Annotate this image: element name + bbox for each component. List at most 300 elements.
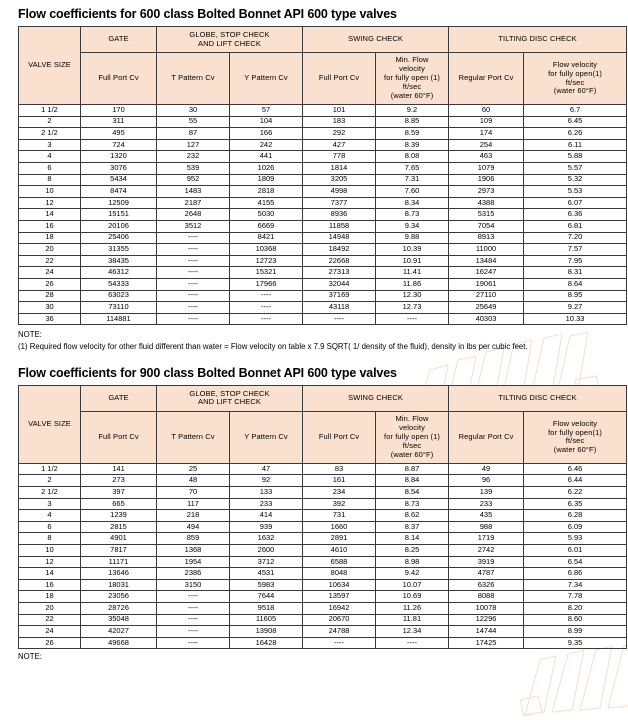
tilt-velocity-line2: for fully open(1) bbox=[548, 68, 602, 78]
table-row bbox=[19, 128, 627, 140]
table-cell: 6.01 bbox=[524, 545, 627, 557]
table-cell: 5.88 bbox=[524, 151, 627, 163]
table-cell: 218 bbox=[157, 510, 230, 522]
column-group-gate: GATE bbox=[81, 385, 157, 411]
table-cell: 414 bbox=[230, 510, 303, 522]
table-cell: ---- bbox=[376, 637, 449, 649]
column-header-t-pattern: T Pattern Cv bbox=[157, 411, 230, 463]
table-cell: ---- bbox=[157, 244, 230, 256]
swing-velocity-line2: velocity bbox=[399, 64, 425, 74]
table-cell: 8.25 bbox=[376, 545, 449, 557]
cell-valve-size: 4 bbox=[19, 510, 81, 522]
table-cell: 6.81 bbox=[524, 220, 627, 232]
table-row bbox=[19, 174, 627, 186]
column-group-globe-line2: AND LIFT CHECK bbox=[198, 38, 261, 48]
table-cell: ---- bbox=[157, 591, 230, 603]
table-cell: ---- bbox=[230, 302, 303, 314]
tilt-velocity-line4: (water 60°F) bbox=[553, 86, 597, 96]
table-cell: 233 bbox=[230, 498, 303, 510]
cell-valve-size: 3 bbox=[19, 498, 81, 510]
table-row bbox=[19, 313, 627, 325]
table-cell: 6.35 bbox=[524, 498, 627, 510]
swing-velocity-line5: (water 60°F) bbox=[390, 449, 434, 459]
table-cell: 397 bbox=[81, 487, 157, 499]
table-cell: 9.34 bbox=[376, 220, 449, 232]
cell-valve-size: 20 bbox=[19, 244, 81, 256]
table-cell: ---- bbox=[157, 255, 230, 267]
cell-valve-size: 10 bbox=[19, 545, 81, 557]
table-cell: 11605 bbox=[230, 614, 303, 626]
table-cell: 11000 bbox=[449, 244, 524, 256]
tilt-velocity-line1: Flow velocity bbox=[552, 59, 598, 69]
table-row bbox=[19, 290, 627, 302]
table-cell: 48 bbox=[157, 475, 230, 487]
table-cell: 5434 bbox=[81, 174, 157, 186]
table-cell: 731 bbox=[303, 510, 376, 522]
tilt-velocity-line4: (water 60°F) bbox=[553, 445, 597, 455]
table-cell: 6.11 bbox=[524, 139, 627, 151]
table-row bbox=[19, 626, 627, 638]
table-cell: 11.81 bbox=[376, 614, 449, 626]
column-group-swing: SWING CHECK bbox=[303, 385, 449, 411]
swing-velocity-line4: ft/sec bbox=[402, 440, 422, 450]
table-cell: 12.30 bbox=[376, 290, 449, 302]
table-cell: 6.45 bbox=[524, 116, 627, 128]
table-cell: 170 bbox=[81, 105, 157, 117]
table-cell: 10634 bbox=[303, 579, 376, 591]
table-cell: 6.54 bbox=[524, 556, 627, 568]
page-title-600: Flow coefficients for 600 class Bolted Bonnet API 600 type valves bbox=[18, 7, 397, 21]
table-cell: 778 bbox=[303, 151, 376, 163]
table-cell: 23056 bbox=[81, 591, 157, 603]
table-cell: 8.87 bbox=[376, 463, 449, 475]
table-cell: ---- bbox=[157, 290, 230, 302]
cell-valve-size: 36 bbox=[19, 313, 81, 325]
table-cell: 55 bbox=[157, 116, 230, 128]
page-title-900: Flow coefficients for 900 class Bolted Bonnet API 600 type valves bbox=[18, 365, 397, 380]
note-label-600: NOTE: bbox=[18, 330, 42, 340]
table-cell: 8.84 bbox=[376, 475, 449, 487]
table-cell: 427 bbox=[303, 139, 376, 151]
table-cell: 6.36 bbox=[524, 209, 627, 221]
table-cell: 5.93 bbox=[524, 533, 627, 545]
cell-valve-size: 2 bbox=[19, 116, 81, 128]
table-cell: 1079 bbox=[449, 162, 524, 174]
column-header-swing-min-flow-velocity bbox=[376, 411, 449, 463]
table-row bbox=[19, 487, 627, 499]
table-cell: 63023 bbox=[81, 290, 157, 302]
column-header-tilting-flow-velocity bbox=[524, 411, 627, 463]
table-cell: 7644 bbox=[230, 591, 303, 603]
table-cell: 6669 bbox=[230, 220, 303, 232]
swing-velocity-line1: Min. Flow bbox=[395, 414, 429, 424]
table-cell: 101 bbox=[303, 105, 376, 117]
table-cell: 1954 bbox=[157, 556, 230, 568]
table-cell: 8.62 bbox=[376, 510, 449, 522]
table-cell: 27110 bbox=[449, 290, 524, 302]
table-cell: 17966 bbox=[230, 278, 303, 290]
cell-valve-size: 26 bbox=[19, 637, 81, 649]
cell-valve-size: 10 bbox=[19, 186, 81, 198]
cell-valve-size: 8 bbox=[19, 533, 81, 545]
table-cell: 463 bbox=[449, 151, 524, 163]
table-row bbox=[19, 591, 627, 603]
table-cell: 6.26 bbox=[524, 128, 627, 140]
table-cell: 2648 bbox=[157, 209, 230, 221]
cell-valve-size: 14 bbox=[19, 209, 81, 221]
table-row bbox=[19, 463, 627, 475]
table-cell: 859 bbox=[157, 533, 230, 545]
table-cell: 494 bbox=[157, 521, 230, 533]
table-cell: 25406 bbox=[81, 232, 157, 244]
table-cell: 8.99 bbox=[524, 626, 627, 638]
section-600-class bbox=[10, 7, 618, 352]
table-cell: 3205 bbox=[303, 174, 376, 186]
table-cell: 8.98 bbox=[376, 556, 449, 568]
table-row bbox=[19, 278, 627, 290]
table-cell: ---- bbox=[230, 290, 303, 302]
column-group-globe-line2: AND LIFT CHECK bbox=[198, 397, 261, 407]
table-cell: 13908 bbox=[230, 626, 303, 638]
table-cell: 10.69 bbox=[376, 591, 449, 603]
column-header-valve-size: VALVE SIZE bbox=[19, 27, 81, 105]
table-row bbox=[19, 220, 627, 232]
table-cell: 8936 bbox=[303, 209, 376, 221]
table-cell: 20106 bbox=[81, 220, 157, 232]
table-cell: 988 bbox=[449, 521, 524, 533]
table-header-900 bbox=[19, 385, 627, 463]
table-cell: 11.86 bbox=[376, 278, 449, 290]
table-cell: 7377 bbox=[303, 197, 376, 209]
swing-velocity-line3: for fully open (1) bbox=[384, 73, 441, 83]
table-cell: 7.31 bbox=[376, 174, 449, 186]
table-cell: 38435 bbox=[81, 255, 157, 267]
table-cell: 18031 bbox=[81, 579, 157, 591]
table-cell: 8.20 bbox=[524, 603, 627, 615]
table-cell: 15151 bbox=[81, 209, 157, 221]
table-cell: 665 bbox=[81, 498, 157, 510]
cell-valve-size: 30 bbox=[19, 302, 81, 314]
table-cell: 1814 bbox=[303, 162, 376, 174]
table-cell: 104 bbox=[230, 116, 303, 128]
cell-valve-size: 22 bbox=[19, 255, 81, 267]
table-cell: 1719 bbox=[449, 533, 524, 545]
table-row bbox=[19, 302, 627, 314]
table-cell: 6326 bbox=[449, 579, 524, 591]
cell-valve-size: 24 bbox=[19, 267, 81, 279]
table-cell: 32044 bbox=[303, 278, 376, 290]
table-cell: 73110 bbox=[81, 302, 157, 314]
table-cell: 7.57 bbox=[524, 244, 627, 256]
column-group-globe bbox=[157, 385, 303, 411]
table-cell: 12509 bbox=[81, 197, 157, 209]
table-row bbox=[19, 162, 627, 174]
table-row bbox=[19, 533, 627, 545]
table-cell: 9.27 bbox=[524, 302, 627, 314]
table-cell: ---- bbox=[376, 313, 449, 325]
table-cell: 8.34 bbox=[376, 197, 449, 209]
table-cell: 3076 bbox=[81, 162, 157, 174]
table-cell: 174 bbox=[449, 128, 524, 140]
table-cell: 539 bbox=[157, 162, 230, 174]
table-cell: 2600 bbox=[230, 545, 303, 557]
table-cell: 8.14 bbox=[376, 533, 449, 545]
table-cell: 8421 bbox=[230, 232, 303, 244]
table-cell: 1239 bbox=[81, 510, 157, 522]
section-900-class bbox=[10, 366, 618, 661]
table-body-600 bbox=[19, 105, 627, 325]
table-cell: 35048 bbox=[81, 614, 157, 626]
column-group-globe bbox=[157, 27, 303, 53]
table-cell: 1483 bbox=[157, 186, 230, 198]
table-cell: 242 bbox=[230, 139, 303, 151]
cell-valve-size: 22 bbox=[19, 614, 81, 626]
column-group-globe-line1: GLOBE, STOP CHECK bbox=[189, 388, 270, 398]
table-cell: 49 bbox=[449, 463, 524, 475]
table-cell: 92 bbox=[230, 475, 303, 487]
column-header-tilting-flow-velocity bbox=[524, 53, 627, 105]
table-cell: 114881 bbox=[81, 313, 157, 325]
column-header-y-pattern: Y Pattern Cv bbox=[230, 53, 303, 105]
table-cell: 7817 bbox=[81, 545, 157, 557]
column-group-gate: GATE bbox=[81, 27, 157, 53]
table-cell: 6.09 bbox=[524, 521, 627, 533]
table-row bbox=[19, 139, 627, 151]
tilt-velocity-line1: Flow velocity bbox=[552, 418, 598, 428]
cell-valve-size: 2 1/2 bbox=[19, 128, 81, 140]
table-cell: 1320 bbox=[81, 151, 157, 163]
table-cell: 183 bbox=[303, 116, 376, 128]
swing-velocity-line5: (water 60°F) bbox=[390, 90, 434, 100]
table-cell: ---- bbox=[230, 313, 303, 325]
table-cell: 15321 bbox=[230, 267, 303, 279]
note-block-600 bbox=[18, 329, 628, 352]
table-row bbox=[19, 197, 627, 209]
table-cell: 12.73 bbox=[376, 302, 449, 314]
table-cell: 3712 bbox=[230, 556, 303, 568]
table-cell: 7.60 bbox=[376, 186, 449, 198]
table-cell: 1906 bbox=[449, 174, 524, 186]
table-cell: 6.7 bbox=[524, 105, 627, 117]
table-header-600 bbox=[19, 27, 627, 105]
table-cell: 5.32 bbox=[524, 174, 627, 186]
table-cell: 5030 bbox=[230, 209, 303, 221]
table-cell: 8.73 bbox=[376, 498, 449, 510]
table-cell: 6.46 bbox=[524, 463, 627, 475]
table-cell: 234 bbox=[303, 487, 376, 499]
table-cell: 46312 bbox=[81, 267, 157, 279]
table-row bbox=[19, 105, 627, 117]
table-cell: 37169 bbox=[303, 290, 376, 302]
table-row bbox=[19, 255, 627, 267]
table-cell: 292 bbox=[303, 128, 376, 140]
table-cell: 47 bbox=[230, 463, 303, 475]
table-cell: 8048 bbox=[303, 568, 376, 580]
swing-velocity-line2: velocity bbox=[399, 423, 425, 433]
table-cell: 6.22 bbox=[524, 487, 627, 499]
table-cell: 16428 bbox=[230, 637, 303, 649]
cell-valve-size: 6 bbox=[19, 162, 81, 174]
table-cell: 27313 bbox=[303, 267, 376, 279]
table-cell: 9.35 bbox=[524, 637, 627, 649]
table-cell: 8474 bbox=[81, 186, 157, 198]
table-cell: 311 bbox=[81, 116, 157, 128]
table-cell: 9518 bbox=[230, 603, 303, 615]
table-cell: 6588 bbox=[303, 556, 376, 568]
table-cell: 7.20 bbox=[524, 232, 627, 244]
cell-valve-size: 16 bbox=[19, 579, 81, 591]
tilt-velocity-line3: ft/sec bbox=[565, 436, 585, 446]
cell-valve-size: 1 1/2 bbox=[19, 105, 81, 117]
table-cell: 441 bbox=[230, 151, 303, 163]
table-cell: 141 bbox=[81, 463, 157, 475]
column-group-tilting: TILTING DISC CHECK bbox=[449, 385, 627, 411]
column-header-swing-full-port: Full Port Cv bbox=[303, 53, 376, 105]
table-cell: 87 bbox=[157, 128, 230, 140]
column-header-y-pattern: Y Pattern Cv bbox=[230, 411, 303, 463]
table-cell: 7.65 bbox=[376, 162, 449, 174]
table-cell: 1368 bbox=[157, 545, 230, 557]
cell-valve-size: 6 bbox=[19, 521, 81, 533]
table-cell: 8.73 bbox=[376, 209, 449, 221]
table-cell: 4610 bbox=[303, 545, 376, 557]
tilt-velocity-line2: for fully open(1) bbox=[548, 427, 602, 437]
table-cell: 49668 bbox=[81, 637, 157, 649]
table-cell: 5315 bbox=[449, 209, 524, 221]
table-cell: 7.78 bbox=[524, 591, 627, 603]
column-header-valve-size: VALVE SIZE bbox=[19, 385, 81, 463]
table-cell: 109 bbox=[449, 116, 524, 128]
tilt-velocity-line3: ft/sec bbox=[565, 77, 585, 87]
table-cell: ---- bbox=[303, 637, 376, 649]
cell-valve-size: 26 bbox=[19, 278, 81, 290]
table-cell: 392 bbox=[303, 498, 376, 510]
table-cell: 11171 bbox=[81, 556, 157, 568]
table-cell: 10.91 bbox=[376, 255, 449, 267]
cell-valve-size: 12 bbox=[19, 556, 81, 568]
table-cell: 139 bbox=[449, 487, 524, 499]
table-cell: 11.41 bbox=[376, 267, 449, 279]
table-cell: 14744 bbox=[449, 626, 524, 638]
column-header-t-pattern: T Pattern Cv bbox=[157, 53, 230, 105]
table-body-900 bbox=[19, 463, 627, 649]
table-cell: 8.31 bbox=[524, 267, 627, 279]
table-cell: 2386 bbox=[157, 568, 230, 580]
column-header-swing-full-port: Full Port Cv bbox=[303, 411, 376, 463]
column-header-regular-port: Regular Port Cv bbox=[449, 53, 524, 105]
cell-valve-size: 4 bbox=[19, 151, 81, 163]
note-text-600: (1) Required flow velocity for other fluid different than water = Flow velocity on table x 7.9 SQRT( 1/ density of the fluid), density in lbs per cubic feet. bbox=[18, 341, 528, 351]
table-row bbox=[19, 116, 627, 128]
table-cell: 11.26 bbox=[376, 603, 449, 615]
table-cell: ---- bbox=[157, 313, 230, 325]
table-cell: 9.88 bbox=[376, 232, 449, 244]
swing-velocity-line1: Min. Flow bbox=[395, 55, 429, 65]
cell-valve-size: 3 bbox=[19, 139, 81, 151]
section-spacer bbox=[10, 352, 618, 366]
table-cell: 70 bbox=[157, 487, 230, 499]
table-cell: 10368 bbox=[230, 244, 303, 256]
table-cell: 4787 bbox=[449, 568, 524, 580]
table-cell: 24788 bbox=[303, 626, 376, 638]
table-cell: 6.28 bbox=[524, 510, 627, 522]
table-cell: 435 bbox=[449, 510, 524, 522]
table-cell: 8.64 bbox=[524, 278, 627, 290]
table-row bbox=[19, 209, 627, 221]
cell-valve-size: 20 bbox=[19, 603, 81, 615]
column-group-tilting: TILTING DISC CHECK bbox=[449, 27, 627, 53]
table-cell: 8.60 bbox=[524, 614, 627, 626]
table-cell: ---- bbox=[303, 313, 376, 325]
table-cell: ---- bbox=[157, 603, 230, 615]
table-cell: 8088 bbox=[449, 591, 524, 603]
table-cell: 18492 bbox=[303, 244, 376, 256]
table-cell: 6.86 bbox=[524, 568, 627, 580]
table-row bbox=[19, 475, 627, 487]
cell-valve-size: 18 bbox=[19, 232, 81, 244]
table-cell: ---- bbox=[157, 637, 230, 649]
table-cell: 161 bbox=[303, 475, 376, 487]
table-cell: 8.54 bbox=[376, 487, 449, 499]
column-header-regular-port: Regular Port Cv bbox=[449, 411, 524, 463]
table-row bbox=[19, 545, 627, 557]
table-cell: 16247 bbox=[449, 267, 524, 279]
table-cell: 127 bbox=[157, 139, 230, 151]
column-group-globe-line1: GLOBE, STOP CHECK bbox=[189, 29, 270, 39]
table-cell: 4901 bbox=[81, 533, 157, 545]
table-cell: 8.37 bbox=[376, 521, 449, 533]
note-label-900: NOTE: bbox=[18, 652, 42, 661]
table-cell: ---- bbox=[157, 614, 230, 626]
table-cell: 3150 bbox=[157, 579, 230, 591]
table-cell: 8.39 bbox=[376, 139, 449, 151]
table-row bbox=[19, 186, 627, 198]
table-cell: 7.95 bbox=[524, 255, 627, 267]
table-cell: 96 bbox=[449, 475, 524, 487]
table-cell: 9.2 bbox=[376, 105, 449, 117]
table-cell: 7.34 bbox=[524, 579, 627, 591]
table-cell: 25 bbox=[157, 463, 230, 475]
table-cell: 1809 bbox=[230, 174, 303, 186]
table-cell: 8.59 bbox=[376, 128, 449, 140]
table-row bbox=[19, 151, 627, 163]
table-cell: 495 bbox=[81, 128, 157, 140]
table-row bbox=[19, 498, 627, 510]
table-cell: 10078 bbox=[449, 603, 524, 615]
table-cell: 10.33 bbox=[524, 313, 627, 325]
table-cell: 10.39 bbox=[376, 244, 449, 256]
table-cell: 13597 bbox=[303, 591, 376, 603]
column-header-gate-full-port: Full Port Cv bbox=[81, 411, 157, 463]
table-row bbox=[19, 232, 627, 244]
table-cell: 57 bbox=[230, 105, 303, 117]
table-cell: 4155 bbox=[230, 197, 303, 209]
table-cell: 20670 bbox=[303, 614, 376, 626]
table-cell: 2815 bbox=[81, 521, 157, 533]
table-cell: 6.44 bbox=[524, 475, 627, 487]
cell-valve-size: 2 1/2 bbox=[19, 487, 81, 499]
table-row bbox=[19, 603, 627, 615]
table-cell: 4531 bbox=[230, 568, 303, 580]
table-row bbox=[19, 568, 627, 580]
table-cell: 8913 bbox=[449, 232, 524, 244]
flow-coefficients-table-900 bbox=[18, 385, 627, 650]
table-cell: 939 bbox=[230, 521, 303, 533]
table-cell: 1660 bbox=[303, 521, 376, 533]
table-cell: 19061 bbox=[449, 278, 524, 290]
table-cell: 30 bbox=[157, 105, 230, 117]
table-cell: 3512 bbox=[157, 220, 230, 232]
